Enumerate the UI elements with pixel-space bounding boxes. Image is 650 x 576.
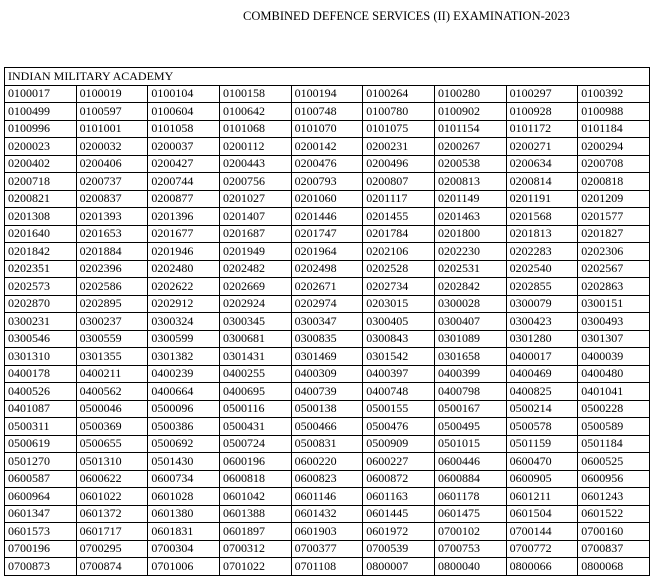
table-row [5,330,650,348]
roll-number-cell: 0101075 [363,120,435,138]
roll-number-cell: 0202230 [434,243,506,261]
roll-number-cell: 0700160 [578,523,650,541]
roll-number-cell: 0400211 [76,365,148,383]
roll-number-cell: 0100158 [219,85,291,103]
roll-number-cell: 0201117 [363,190,435,208]
roll-number-cell: 0400017 [506,348,578,366]
roll-number-cell: 0800068 [578,558,650,576]
roll-number-cell: 0101068 [219,120,291,138]
roll-number-cell: 0601573 [5,523,77,541]
table-row [5,435,650,453]
table-row [5,488,650,506]
roll-number-cell: 0202106 [363,243,435,261]
roll-number-cell: 0201949 [219,243,291,261]
roll-number-cell: 0400255 [219,365,291,383]
roll-number-cell: 0100902 [434,103,506,121]
roll-number-cell: 0601897 [219,523,291,541]
roll-number-cell: 0200821 [5,190,77,208]
table-row [5,348,650,366]
roll-number-cell: 0500096 [148,400,220,418]
roll-number-cell: 0300407 [434,313,506,331]
roll-number-cell: 0201827 [578,225,650,243]
roll-number-cell: 0200406 [76,155,148,173]
roll-number-cell: 0600622 [76,470,148,488]
roll-number-cell: 0600220 [291,453,363,471]
roll-number-cell: 0100642 [219,103,291,121]
roll-number-cell: 0202734 [363,278,435,296]
roll-number-cell: 0600227 [363,453,435,471]
table-row [5,418,650,436]
roll-number-cell: 0300559 [76,330,148,348]
roll-number-cell: 0700312 [219,540,291,558]
roll-number-cell: 0200877 [148,190,220,208]
roll-number-cell: 0202573 [5,278,77,296]
table-row [5,453,650,471]
roll-number-cell: 0201946 [148,243,220,261]
roll-number-cell: 0400739 [291,383,363,401]
roll-number-cell: 0400397 [363,365,435,383]
table-row [5,540,650,558]
roll-number-cell: 0100280 [434,85,506,103]
roll-number-cell: 0700539 [363,540,435,558]
roll-number-cell: 0600964 [5,488,77,506]
roll-number-cell: 0200037 [148,138,220,156]
roll-number-cell: 0201308 [5,208,77,226]
roll-number-cell: 0201813 [506,225,578,243]
roll-number-cell: 0100748 [291,103,363,121]
roll-number-cell: 0300324 [148,313,220,331]
roll-number-cell: 0201687 [219,225,291,243]
table-row [5,523,650,541]
roll-number-cell: 0202306 [578,243,650,261]
roll-number-cell: 0400695 [219,383,291,401]
roll-number-cell: 0101184 [578,120,650,138]
roll-number-cell: 0201640 [5,225,77,243]
roll-number-cell: 0200756 [219,173,291,191]
roll-number-cell: 0200538 [434,155,506,173]
roll-number-cell: 0501430 [148,453,220,471]
roll-number-cell: 0400526 [5,383,77,401]
roll-number-cell: 0400239 [148,365,220,383]
roll-number-cell: 0500431 [219,418,291,436]
roll-number-cell: 0300493 [578,313,650,331]
roll-number-cell: 0100597 [76,103,148,121]
roll-number-cell: 0200427 [148,155,220,173]
roll-number-cell: 0201842 [5,243,77,261]
table-row [5,85,650,103]
roll-number-cell: 0600470 [506,453,578,471]
roll-number-cell: 0500167 [434,400,506,418]
roll-number-cell: 0200271 [506,138,578,156]
roll-number-cell: 0202480 [148,260,220,278]
roll-number-cell: 0300835 [291,330,363,348]
roll-number-cell: 0500369 [76,418,148,436]
roll-number-cell: 0201027 [219,190,291,208]
roll-number-cell: 0202498 [291,260,363,278]
roll-number-cell: 0301469 [291,348,363,366]
roll-number-cell: 0601445 [363,505,435,523]
roll-number-cell: 0700144 [506,523,578,541]
roll-number-cell: 0601178 [434,488,506,506]
roll-number-cell: 0501015 [434,435,506,453]
roll-number-cell: 0200807 [363,173,435,191]
table-row [5,365,650,383]
roll-number-cell: 0200708 [578,155,650,173]
roll-number-cell: 0201784 [363,225,435,243]
roll-number-cell: 0301542 [363,348,435,366]
roll-number-cell: 0100928 [506,103,578,121]
roll-number-cell: 0202351 [5,260,77,278]
roll-number-cell: 0100017 [5,85,77,103]
roll-number-cell: 0100988 [578,103,650,121]
roll-number-cell: 0100392 [578,85,650,103]
roll-number-cell: 0300599 [148,330,220,348]
roll-number-cell: 0701006 [148,558,220,576]
roll-number-cell: 0200814 [506,173,578,191]
roll-number-cell: 0401087 [5,400,77,418]
roll-number-cell: 0300843 [363,330,435,348]
roll-number-cell: 0500476 [363,418,435,436]
roll-number-cell: 0500386 [148,418,220,436]
roll-number-cell: 0400798 [434,383,506,401]
roll-number-cell: 0800066 [506,558,578,576]
roll-number-cell: 0500228 [578,400,650,418]
roll-number-cell: 0400748 [363,383,435,401]
roll-number-cell: 0100499 [5,103,77,121]
roll-number-cell: 0601146 [291,488,363,506]
roll-number-cell: 0601972 [363,523,435,541]
roll-number-cell: 0301310 [5,348,77,366]
roll-number-cell: 0501184 [578,435,650,453]
roll-number-cell: 0500466 [291,418,363,436]
roll-number-cell: 0500214 [506,400,578,418]
roll-number-cell: 0600446 [434,453,506,471]
roll-number-cell: 0500116 [219,400,291,418]
roll-number-cell: 0600196 [219,453,291,471]
roll-number-cell: 0201396 [148,208,220,226]
roll-number-cell: 0600818 [219,470,291,488]
roll-number-cell: 0500589 [578,418,650,436]
roll-number-cell: 0201568 [506,208,578,226]
roll-number-cell: 0100604 [148,103,220,121]
roll-number-cell: 0500655 [76,435,148,453]
roll-number-cell: 0202567 [578,260,650,278]
roll-number-cell: 0100780 [363,103,435,121]
roll-number-cell: 0300347 [291,313,363,331]
roll-number-cell: 0201884 [76,243,148,261]
roll-number-cell: 0601022 [76,488,148,506]
roll-number-cell: 0202586 [76,278,148,296]
roll-number-cell: 0200294 [578,138,650,156]
roll-number-cell: 0500831 [291,435,363,453]
roll-number-cell: 0200476 [291,155,363,173]
roll-number-cell: 0501310 [76,453,148,471]
roll-number-cell: 0400178 [5,365,77,383]
roll-number-cell: 0700377 [291,540,363,558]
roll-number-cell: 0400309 [291,365,363,383]
roll-number-cell: 0202912 [148,295,220,313]
roll-number-cell: 0101070 [291,120,363,138]
roll-number-cell: 0202482 [219,260,291,278]
roll-number-cell: 0700304 [148,540,220,558]
roll-number-cell: 0202863 [578,278,650,296]
roll-number-cell: 0500909 [363,435,435,453]
table-row [5,173,650,191]
roll-number-cell: 0201407 [219,208,291,226]
roll-number-cell: 0300237 [76,313,148,331]
roll-number-cell: 0600734 [148,470,220,488]
roll-number-cell: 0202540 [506,260,578,278]
roll-number-cell: 0601504 [506,505,578,523]
roll-number-cell: 0601475 [434,505,506,523]
roll-number-cell: 0200744 [148,173,220,191]
roll-number-cell: 0100194 [291,85,363,103]
table-row [5,155,650,173]
roll-number-cell: 0700873 [5,558,77,576]
table-row [5,400,650,418]
roll-number-cell: 0701108 [291,558,363,576]
roll-number-cell: 0200496 [363,155,435,173]
roll-number-cell: 0202924 [219,295,291,313]
roll-number-cell: 0200023 [5,138,77,156]
roll-number-cell: 0300345 [219,313,291,331]
roll-number-cell: 0400039 [578,348,650,366]
roll-number-cell: 0200231 [363,138,435,156]
roll-number-cell: 0201209 [578,190,650,208]
roll-number-cell: 0101058 [148,120,220,138]
roll-number-cell: 0600525 [578,453,650,471]
roll-number-cell: 0700295 [76,540,148,558]
roll-number-cell: 0700772 [506,540,578,558]
roll-number-cell: 0202855 [506,278,578,296]
table-row [5,138,650,156]
roll-number-cell: 0700753 [434,540,506,558]
table-row [5,243,650,261]
roll-number-cell: 0500138 [291,400,363,418]
roll-number-cell: 0202974 [291,295,363,313]
roll-number-cell: 0300079 [506,295,578,313]
roll-number-cell: 0300405 [363,313,435,331]
roll-number-cell: 0600884 [434,470,506,488]
roll-number-cell: 0202531 [434,260,506,278]
table-row [5,190,650,208]
roll-number-cell: 0701022 [219,558,291,576]
roll-number-cell: 0202895 [76,295,148,313]
roll-number-cell: 0203015 [363,295,435,313]
roll-number-cell: 0200737 [76,173,148,191]
roll-number-cell: 0202842 [434,278,506,296]
roll-number-cell: 0601831 [148,523,220,541]
roll-number-cell: 0500619 [5,435,77,453]
roll-number-cell: 0100104 [148,85,220,103]
roll-number-cell: 0201393 [76,208,148,226]
table-row [5,558,650,576]
document-title: COMBINED DEFENCE SERVICES (II) EXAMINATION-2023 [243,9,570,23]
roll-number-cell: 0202671 [291,278,363,296]
roll-number-cell: 0700874 [76,558,148,576]
roll-number-cell: 0201149 [434,190,506,208]
roll-number-cell: 0600587 [5,470,77,488]
roll-number-cell: 0301089 [434,330,506,348]
roll-number-cell: 0202396 [76,260,148,278]
roll-number-cell: 0201191 [506,190,578,208]
roll-number-cell: 0500578 [506,418,578,436]
table-row [5,120,650,138]
table-row [5,383,650,401]
roll-number-cell: 0301307 [578,330,650,348]
roll-number-cell: 0600905 [506,470,578,488]
roll-number-cell: 0200813 [434,173,506,191]
roll-number-cell: 0400825 [506,383,578,401]
roll-number-cell: 0200032 [76,138,148,156]
roll-number-cell: 0601163 [363,488,435,506]
roll-number-cell: 0400562 [76,383,148,401]
roll-number-cell: 0200818 [578,173,650,191]
roll-number-cell: 0700196 [5,540,77,558]
roll-number-cell: 0202870 [5,295,77,313]
roll-number-cell: 0101172 [506,120,578,138]
roll-number-cell: 0400480 [578,365,650,383]
roll-number-cell: 0201800 [434,225,506,243]
roll-number-table [4,67,650,576]
table-row [5,208,650,226]
roll-number-cell: 0601522 [578,505,650,523]
roll-number-cell: 0301382 [148,348,220,366]
roll-number-cell: 0300151 [578,295,650,313]
roll-number-cell: 0300546 [5,330,77,348]
roll-number-cell: 0201463 [434,208,506,226]
roll-number-cell: 0201747 [291,225,363,243]
roll-number-cell: 0500724 [219,435,291,453]
roll-number-cell: 0201455 [363,208,435,226]
table-row [5,103,650,121]
roll-number-cell: 0600872 [363,470,435,488]
roll-number-cell: 0101001 [76,120,148,138]
roll-number-cell: 0200142 [291,138,363,156]
roll-number-cell: 0500311 [5,418,77,436]
roll-number-cell: 0601372 [76,505,148,523]
roll-number-cell: 0200443 [219,155,291,173]
table-row [5,505,650,523]
roll-number-cell: 0100996 [5,120,77,138]
table-row [5,260,650,278]
roll-number-cell: 0300681 [219,330,291,348]
roll-number-cell: 0601042 [219,488,291,506]
roll-number-cell: 0301431 [219,348,291,366]
roll-number-cell: 0700102 [434,523,506,541]
roll-number-cell: 0600823 [291,470,363,488]
roll-number-cell: 0700837 [578,540,650,558]
roll-number-cell: 0601028 [148,488,220,506]
roll-number-cell: 0500155 [363,400,435,418]
roll-number-cell: 0301658 [434,348,506,366]
roll-number-cell: 0300028 [434,295,506,313]
roll-number-cell: 0200112 [219,138,291,156]
roll-number-cell: 0202622 [148,278,220,296]
table-row [5,295,650,313]
roll-number-cell: 0202669 [219,278,291,296]
roll-number-cell: 0500046 [76,400,148,418]
roll-number-cell: 0201677 [148,225,220,243]
roll-number-cell: 0200837 [76,190,148,208]
roll-number-cell: 0100019 [76,85,148,103]
roll-number-cell: 0301355 [76,348,148,366]
roll-number-cell: 0201964 [291,243,363,261]
roll-number-cell: 0601717 [76,523,148,541]
roll-number-cell: 0202283 [506,243,578,261]
roll-number-cell: 0601211 [506,488,578,506]
roll-number-cell: 0601380 [148,505,220,523]
roll-number-cell: 0401041 [578,383,650,401]
roll-number-cell: 0400664 [148,383,220,401]
roll-number-cell: 0101154 [434,120,506,138]
roll-number-cell: 0100264 [363,85,435,103]
roll-number-cell: 0601903 [291,523,363,541]
roll-number-cell: 0201653 [76,225,148,243]
table-row [5,278,650,296]
roll-number-cell: 0201577 [578,208,650,226]
table-row [5,313,650,331]
roll-number-cell: 0601243 [578,488,650,506]
roll-number-cell: 0201446 [291,208,363,226]
roll-number-cell: 0600956 [578,470,650,488]
roll-number-cell: 0200267 [434,138,506,156]
roll-number-cell: 0500692 [148,435,220,453]
table-row [5,225,650,243]
roll-number-cell: 0300423 [506,313,578,331]
roll-number-cell: 0501159 [506,435,578,453]
roll-number-cell: 0601388 [219,505,291,523]
roll-number-cell: 0100297 [506,85,578,103]
roll-number-cell: 0200718 [5,173,77,191]
section-heading-row [5,68,650,86]
roll-number-cell: 0201060 [291,190,363,208]
roll-number-cell: 0202528 [363,260,435,278]
roll-number-cell: 0601347 [5,505,77,523]
roll-number-cell: 0501270 [5,453,77,471]
roll-number-cell: 0200793 [291,173,363,191]
roll-number-cell: 0400399 [434,365,506,383]
roll-number-cell: 0200634 [506,155,578,173]
roll-number-cell: 0601432 [291,505,363,523]
roll-number-cell: 0800040 [434,558,506,576]
roll-number-cell: 0300231 [5,313,77,331]
roll-number-cell: 0800007 [363,558,435,576]
roll-number-cell: 0500495 [434,418,506,436]
roll-number-cell: 0200402 [5,155,77,173]
section-heading: INDIAN MILITARY ACADEMY [5,68,650,86]
roll-number-cell: 0400469 [506,365,578,383]
roll-number-cell: 0301280 [506,330,578,348]
table-row [5,470,650,488]
